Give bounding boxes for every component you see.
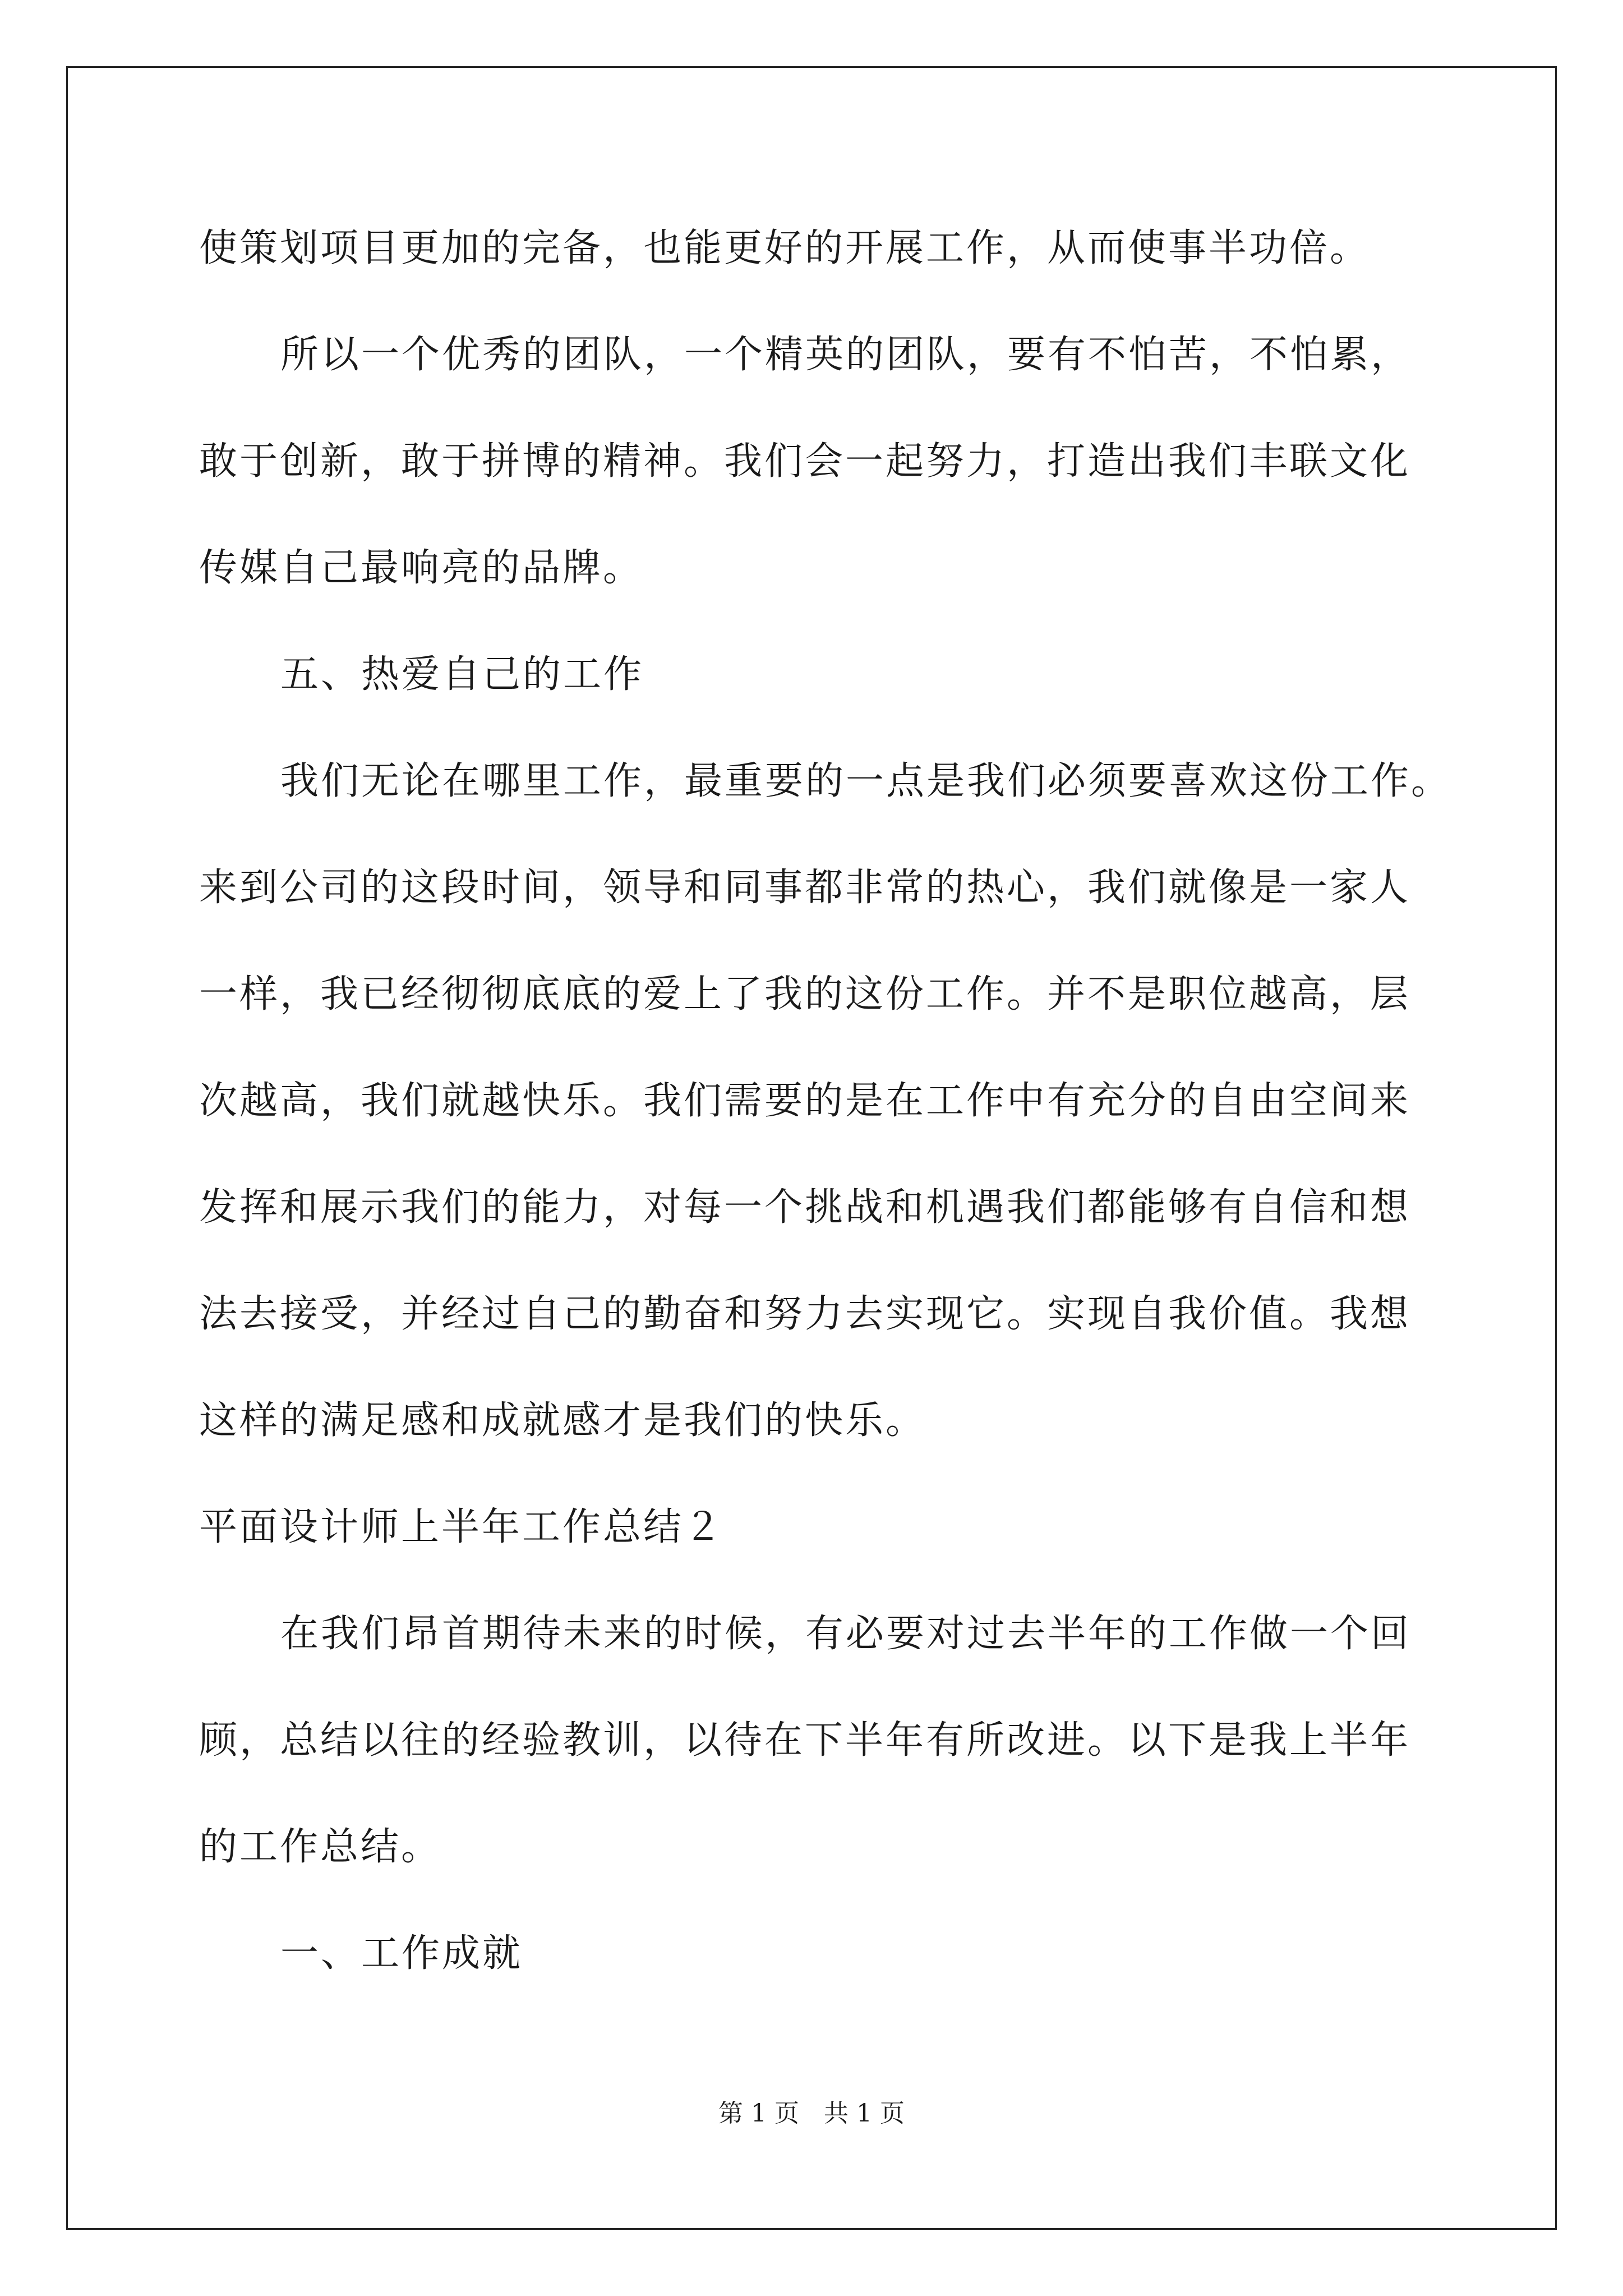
section-heading-5: 五、热爱自己的工作: [280, 652, 644, 697]
body-line-3: 敢于创新，敢于拼博的精神。我们会一起努力，打造出我们丰联文化: [199, 439, 1411, 484]
document-title-2: 平面设计师上半年工作总结２: [199, 1505, 725, 1549]
page-border: [66, 66, 1557, 2230]
body-line-10: 发挥和展示我们的能力，对每一个挑战和机遇我们都能够有自信和想: [199, 1185, 1411, 1230]
body-line-6: 我们无论在哪里工作，最重要的一点是我们必须要喜欢这份工作。: [280, 759, 1452, 803]
section-heading-1: 一、工作成就: [280, 1931, 523, 1976]
body-line-4: 传媒自己最响亮的品牌。: [199, 546, 644, 590]
body-line-15: 顾，总结以往的经验教训，以待在下半年有所改进。以下是我上半年: [199, 1718, 1411, 1763]
body-line-1: 使策划项目更加的完备，也能更好的开展工作，从而使事半功倍。: [199, 226, 1371, 270]
body-line-16: 的工作总结。: [199, 1825, 442, 1869]
body-line-7: 来到公司的这段时间，领导和同事都非常的热心，我们就像是一家人: [199, 866, 1411, 910]
body-line-12: 这样的满足感和成就感才是我们的快乐。: [199, 1398, 926, 1443]
body-line-9: 次越高，我们就越快乐。我们需要的是在工作中有充分的自由空间来: [199, 1079, 1411, 1123]
body-line-8: 一样，我已经彻彻底底的爱上了我的这份工作。并不是职位越高，层: [199, 972, 1411, 1016]
body-line-2: 所以一个优秀的团队，一个精英的团队，要有不怕苦，不怕累，: [280, 333, 1412, 377]
body-line-11: 法去接受，并经过自己的勤奋和努力去实现它。实现自我价值。我想: [199, 1292, 1411, 1336]
page-number-footer: 第 1 页 共 1 页: [718, 2099, 905, 2128]
body-line-14: 在我们昂首期待未来的时候，有必要对过去半年的工作做一个回: [280, 1612, 1412, 1656]
